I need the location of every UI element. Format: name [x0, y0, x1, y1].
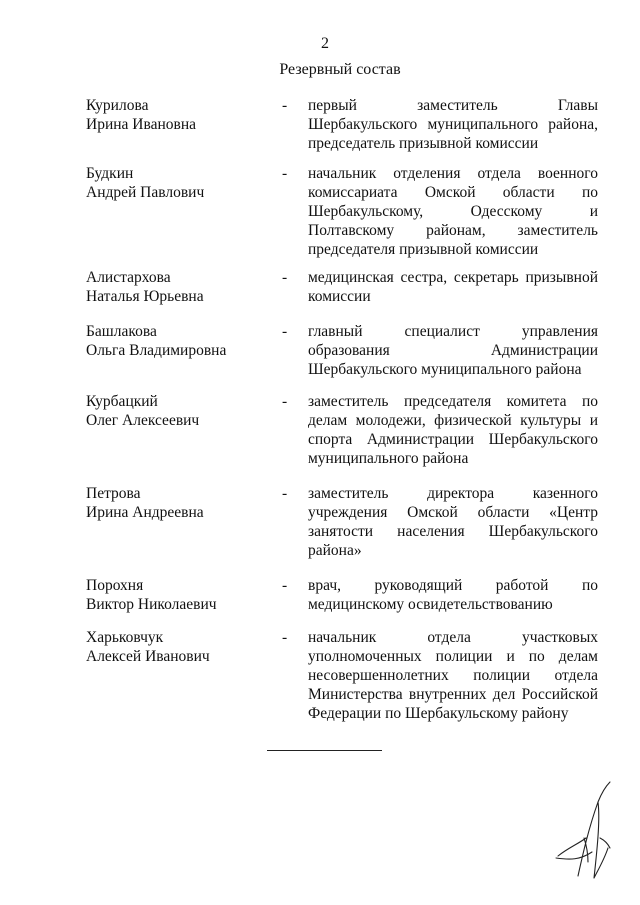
member-role: заместитель председателя комитета по делам молодежи, физической культуры и спорта Администрации Шербакульского муниципального района [308, 393, 598, 467]
member-role: начальник отдела участковых уполномоченных полиции и по делам несовершеннолетних полиции отдела Министерства внутренних дел Российской Федерации по Шербакульскому району [308, 629, 598, 722]
member-role: заместитель директора казенного учреждения Омской области «Центр занятости населения Шербакульского района» [308, 485, 598, 559]
member-surname: Алистархова [86, 269, 171, 286]
member-name [86, 96, 276, 134]
member-name [86, 164, 276, 202]
separator-dash: - [282, 393, 288, 410]
member-name [86, 484, 276, 522]
member-surname: Будкин [86, 165, 134, 182]
page-number: 2 [321, 35, 329, 52]
separator-dash: - [282, 629, 288, 646]
member-name [86, 268, 276, 306]
member-name [86, 322, 276, 360]
separator-dash: - [282, 165, 288, 182]
member-name [86, 392, 276, 430]
member-role: врач, руководящий работой по медицинскому освидетельствованию [308, 577, 598, 613]
member-role: начальник отделения отдела военного комиссариата Омской области по Шербакульскому, Одесскому и Полтавскому районам, заместитель председателя призывной комиссии [308, 165, 598, 258]
member-role: медицинская сестра, секретарь призывной комиссии [308, 269, 598, 305]
member-given-names: Виктор Николаевич [86, 596, 217, 613]
separator-dash: - [282, 323, 288, 340]
member-surname: Курбацкий [86, 393, 158, 410]
separator-dash: - [282, 485, 288, 502]
member-given-names: Олег Алексеевич [86, 412, 200, 429]
member-surname: Петрова [86, 485, 141, 502]
member-surname: Курилова [86, 97, 149, 114]
member-given-names: Андрей Павлович [86, 184, 205, 201]
handwritten-signature [548, 778, 618, 888]
closing-rule [267, 750, 382, 751]
separator-dash: - [282, 577, 288, 594]
member-role: главный специалист управления образования Администрации Шербакульского муниципального района [308, 323, 598, 378]
member-given-names: Наталья Юрьевна [86, 288, 204, 305]
member-given-names: Ирина Ивановна [86, 116, 197, 133]
member-role: первый заместитель Главы Шербакульского муниципального района, председатель призывной комиссии [308, 97, 598, 152]
member-given-names: Алексей Иванович [86, 648, 210, 665]
member-surname: Харьковчук [86, 629, 164, 646]
member-surname: Башлакова [86, 323, 157, 340]
member-name [86, 576, 276, 614]
member-surname: Порохня [86, 577, 144, 594]
member-given-names: Ольга Владимировна [86, 342, 227, 359]
section-heading: Резервный состав [279, 61, 401, 78]
member-name [86, 628, 276, 666]
separator-dash: - [282, 269, 288, 286]
member-given-names: Ирина Андреевна [86, 504, 204, 521]
separator-dash: - [282, 97, 288, 114]
